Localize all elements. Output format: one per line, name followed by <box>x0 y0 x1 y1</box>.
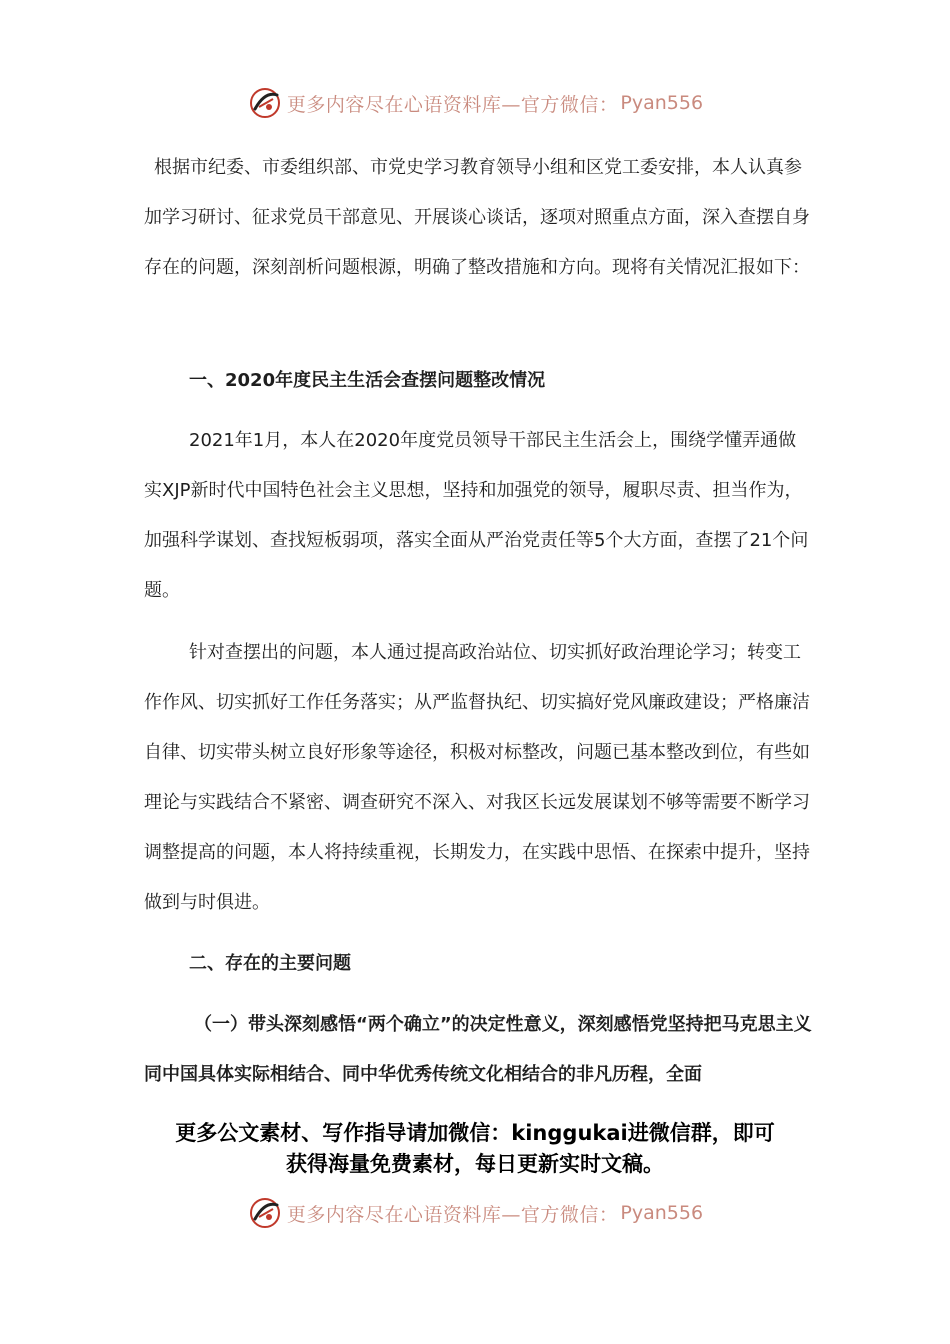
section2-heading: 二、存在的主要问题 <box>189 953 351 974</box>
watermark-top <box>0 83 950 123</box>
promo-notice <box>130 1118 820 1180</box>
watermark-handle: Pyan556 <box>620 1202 704 1224</box>
section2-subitem-1: （一）带头深刻感悟“两个确立”的决定性意义，深刻感悟党坚持把马克思主义同中国具体实际相结合、同中华优秀传统文化相结合的非凡历程，全面 <box>144 1014 812 1085</box>
intro-paragraph: 根据市纪委、市委组织部、市党史学习教育领导小组和区党工委安排，本人认真参加学习研讨、征求党员干部意见、开展谈心谈话，逐项对照重点方面，深入查摆自身存在的问题，深刻剖析问题根源，明确了整改措施和方向。现将有关情况汇报如下： <box>144 157 810 278</box>
watermark-text: 更多内容尽在心语资料库—官方微信： <box>286 1203 619 1226</box>
section1-heading: 一、2020年度民主生活会查摆问题整改情况 <box>189 370 546 391</box>
section1-paragraph-2: 针对查摆出的问题，本人通过提高政治站位、切实抓好政治理论学习；转变工作作风、切实抓好工作任务落实；从严监督执纪、切实搞好党风廉政建设；严格廉洁自律、切实带头树立良好形象等途径，积极对标整改，问题已基本整改到位，有些如理论与实践结合不紧密、调查研究不深入、对我区长远发展谋划不够等需要不断学习调整提高的问题，本人将持续重视，长期发力，在实践中思悟、在探索中提升，坚持做到与时俱进。 <box>144 642 810 913</box>
watermark-text: 更多内容尽在心语资料库—官方微信： <box>286 93 619 116</box>
promo-line-1: 更多公文素材、写作指导请加微信：kinggukai进微信群，即可 <box>175 1121 775 1145</box>
watermark-handle: Pyan556 <box>620 92 704 114</box>
logo-icon <box>247 85 283 121</box>
logo-icon <box>247 1195 283 1231</box>
watermark-bottom <box>0 1193 950 1233</box>
promo-line-2: 获得海量免费素材，每日更新实时文稿。 <box>286 1152 664 1176</box>
section1-paragraph-1: 2021年1月，本人在2020年度党员领导干部民主生活会上，围绕学懂弄通做实XJP新时代中国特色社会主义思想，坚持和加强党的领导，履职尽责、担当作为，加强科学谋划、查找短板弱项，落实全面从严治党责任等5个大方面，查摆了21个问题。 <box>144 430 809 601</box>
